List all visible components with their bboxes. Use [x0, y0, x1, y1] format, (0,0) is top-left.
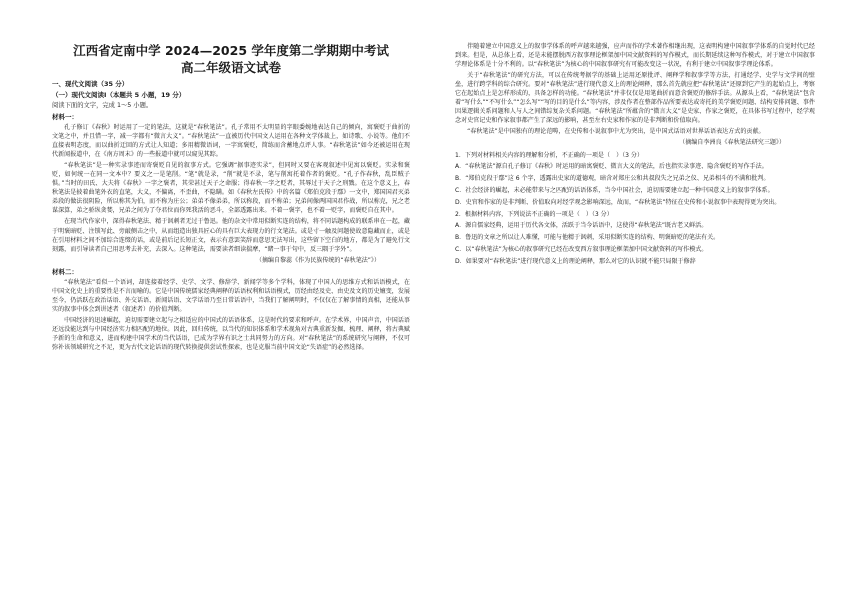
material-one-source: （摘编自黎蕊《作为民族传统的“春秋笔法”》）: [255, 256, 380, 264]
question-1-option-a: A．“春秋笔法”源自孔子修订《春秋》时运用的暗寓褒贬、微言大义的笔法，后也指实录事迹、隐含褒贬的写作手法。: [455, 162, 768, 170]
question-2-option-d: D．如果要对“春秋笔法”进行现代意义上的理论阐释，那么对它的认识就不能只局限于修辞: [455, 257, 696, 265]
question-1-option-c: C．社会经济的崛起，未必能带来与之匹配的话语体系，当今中国社会，迫切需要建立起一种中国意义上的叙事学体系。: [455, 186, 774, 194]
question-1-stem: 1．下列对材料相关内容的理解和分析，不正确的一项是（ ）（3 分）: [455, 151, 643, 159]
material-two-label: 材料二：: [52, 267, 78, 276]
right-column: [455, 42, 815, 269]
material-two-paragraph-4: 关于“春秋笔法”的研究方法，可以在传统考据学的基础上运用还原批评、阐释学和叙事学等方法，打通经学、史学与文学间的壁垒，进行跨学科的综合研究。要对“春秋笔法”进行现代意义上的理论阐释，那么首先就应把“春秋笔法”还原到它产生的起始点上，考察它在起始点上是怎样形成的，具备怎样的功能。“春秋笔法”并非仅仅是用笔曲折而意含褒贬的修辞手法。从源头上看，“春秋笔法”包含着“写什么”“不写什么”“怎么写”“写的目的是什么”等内容，涉及作者在整部作品所要表达或寄托的美学褒贬问题、结构安排问题、事件因果逻辑关系问题和人与人之间错综复杂关系问题。“春秋笔法”所蕴含的“微言大义”是史家、作家之褒贬，在具体书写过程中，经学观念对史官记史和作家叙事都产生了深远的影响，甚至左右史家和作家的是非判断和价值取向。: [455, 72, 815, 125]
material-one-paragraph-1: 孔子修订《春秋》时运用了一定的笔法，这就是“春秋笔法”。孔子常用不太明显的字眼委婉地表达自己的倾向，寓褒贬于曲折的文笔之中，并且惜一字，减一字都有“微言大义”。“春秋笔法”一直被历代中国文人运用在各种文学体裁上，如诗歌、小说等。他们不直接表明态度，而以曲折迂回的方式让人知道；多用精微语词，一字寓褒贬，简练而含蓄地点评人事。“春秋笔法”如今还被运用在现代新闻报道中，在《南方周末》的一些报道中就可以窥见其踪。: [52, 124, 410, 159]
question-2-option-b: B．鲁迅的文章之所以让人难懂，可能与他精于讽刺，采用似断实连的结构、明褒暗贬的笔法有关。: [455, 233, 720, 241]
exam-title: 江西省定南中学 2024—2025 学年度第二学期期中考试: [73, 43, 389, 58]
section-heading: 一、现代文阅读（35 分）: [52, 80, 129, 88]
material-one-paragraph-2: “春秋笔法”是一种实录事迹而寄褒贬自见的叙事方式。它强调“据事迹实录”，但同时又要在客观叙述中见寓以褒贬。实录和褒贬，如何统一在同一文本中？要义之一是笔削。“笔”就是录，“削”就是不录，笔与削寓托着作者的褒贬。“孔子作春秋，乱臣贼子惧。”当时的田氏、大夫将《春秋》一字之褒者，其荣甚过天子之命服；得春秋一字之贬者，其辱过于天子之刑戮。在这个意义上，春秋笔法是披着曲笔外衣的直笔，大义，不偏离，不歪曲，不隐瞒。如《春秋左氏传》中的名篇《郑伯克段于鄢》一文中，郑国国君灭弟弟段的做法很阴险，所以称其为伯，而不称为庄公；弟弟不像弟弟，所以称段，而不称弟；兄弟间像两国国君作战，所以称克，兄之老谋深算，弟之骄纵贪婪，兄弟之间为了夺君位而你死我活的恶斗，全部透露出来。不着一褒字，也不着一贬字，而褒贬自在其中。: [52, 162, 410, 215]
material-two-paragraph-1: “春秋笔法”看似一个语词，却连接着经学、史学、文学、修辞学、新闻学等多个学科，体现了中国人的思维方式和话语模式，在中国文化史上的重要性是不言而喻的。它是中国传统儒家经典阐释的话语权利和话语模式，历经由经及史、由史及文的历史嬗变，发展至今，仍活跃在政治话语、外交话语、新闻话语、文学话语乃至日常话语中，当我们了解阐明时，不仅仅在了解事情的真相，还能从事实的叙事中体会到讲述者（叙述者）的价值判断。: [52, 278, 410, 313]
question-2-stem: 2．根据材料内容，下列说法不正确的一项是（ ）（3 分）: [455, 210, 613, 218]
material-one-label: 材料一：: [52, 113, 78, 121]
left-column: [52, 42, 410, 354]
material-two-source: （摘编自李洲良《春秋笔法研究三题》）: [679, 139, 785, 147]
material-two-paragraph-3: 伴随着建立中国意义上的叙事学体系的呼声越来越强，应声而作的学术著作相继出现，这表明构建中国叙事学体系的自觉时代已经到来。但是，从总体上看，还是未能摆脱西方叙事理论框架加中国文献资料的写作模式，而长期延续这种写作模式，对于建立中国叙事学理论体系是十分不利的。以“春秋笔法”为核心的中国叙事研究有可能改变这一状况，有利于建立中国叙事学理论体系。: [455, 43, 815, 69]
question-1-option-b: B．“郑伯克段于鄢”这 6 个字，透露出史家的道德观，暗含对郑庄公和共叔段失之兄弟之仪、兄弟相斗的不满和批判。: [455, 174, 770, 182]
exam-subtitle: 高二年级语文试卷: [180, 60, 281, 75]
question-2-option-c: C．以“春秋笔法”为核心的叙事研究已经在改变西方叙事理论框架加中国文献资料的写作模式。: [455, 245, 708, 253]
material-one-paragraph-3: 在现当代作家中，深得春秋笔法、精于讽刺者无过于鲁迅。他的杂文中常用似断实连的结构，将不同话题构成的联系串在一起，藏于明褒暗贬、注锁写此、旁敲侧击之中，从而组造出独具匠心的具有巨大表现力的行文笔法。或是寸一触及问题使故意隐藏而止，或是在引用材料之间不加综合连缀的话，或是前后记长短正文，表示有意罢笑辞而意思无法写出，这些留下空白的地方，都是为了避免行文刻露，而引导读者自己用思考去补充，去深入。这种笔法，需要读者细读揣摩，“睹一事于句中，反三隅于字外”。: [52, 218, 410, 253]
question-1-option-d: D．史官和作家的是非判断、价值取向对经学观念影响深远，故而，“春秋笔法”特征在史传和小说叙事中表现得更为突出。: [455, 198, 781, 206]
reading-instruction: 阅读下面的文字，完成 1～5 小题。: [52, 102, 153, 109]
material-two-paragraph-5: “春秋笔法”是中国独有的理论范畴，在史传和小说叙事中尤为突出，是中国式话语对世界话语表达方式的贡献。: [467, 128, 765, 136]
question-2-option-a: A．源自儒家经典，运用于历代各文体，活跃于当今话语中，这使得“春秋笔法”既古老又鲜活。: [455, 221, 708, 229]
sub-section-heading: （一）现代文阅读Ⅰ（本题共 5 小题，19 分）: [52, 91, 186, 99]
material-two-paragraph-2: 中国经济的迅速崛起，迫切需要建立起与之相适应的中国式的话语体系，这是时代的要求和呼声。在学术界，中国声音，中国话语还远没能达到与中国经济实力相匹配的地位。因此，回归传统，以当代的知识体系和学术视角对古典重新发掘、梳理、阐释，将古典赋予新的生命和意义，进而构建中国学术的当代话语，已成为学界有识之士共同努力的方向。对“春秋笔法”的系统研究与阐释，不仅可弥补该领域研究之不足，更为古代文论话语的现代转换提供尝试性探索，也是克服当前中国文论“失语症”的必然选择。: [52, 316, 410, 352]
